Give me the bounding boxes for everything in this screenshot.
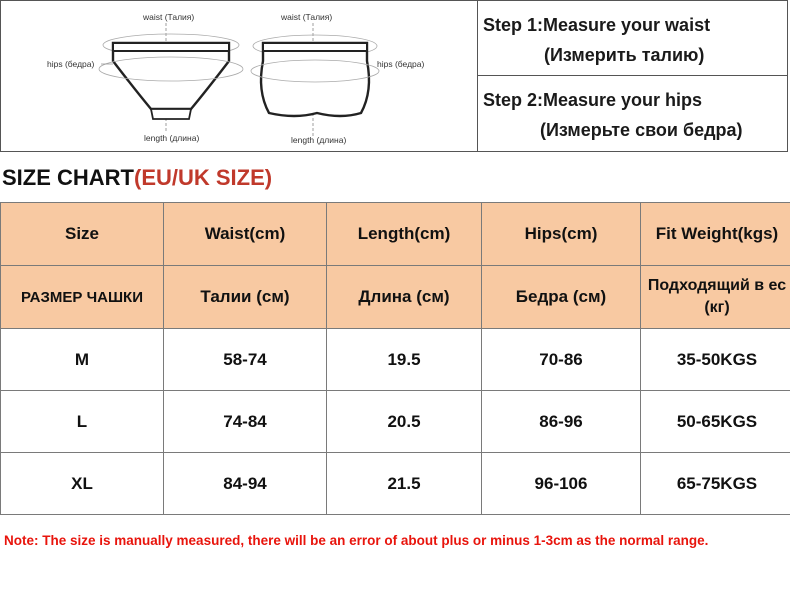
header-hips: Hips(cm) bbox=[482, 203, 641, 266]
table-row bbox=[1, 391, 790, 453]
header-fit-weight: Fit Weight(kgs) bbox=[641, 203, 790, 266]
table-header-row-en bbox=[1, 203, 790, 266]
header-size-ru: РАЗМЕР ЧАШКИ bbox=[1, 266, 164, 329]
header-length: Length(cm) bbox=[327, 203, 482, 266]
table-header-row-ru bbox=[1, 266, 790, 329]
size-cell: M bbox=[1, 329, 164, 391]
fit-weight-cell: 35-50KGS bbox=[641, 329, 790, 391]
size-chart-heading-main: SIZE CHART bbox=[2, 165, 134, 190]
size-chart-heading bbox=[2, 165, 272, 191]
hips-cell: 96-106 bbox=[482, 453, 641, 515]
measurement-steps bbox=[478, 1, 788, 151]
step-2 bbox=[478, 76, 788, 151]
fit-weight-cell: 65-75KGS bbox=[641, 453, 790, 515]
brief-waist-label: waist (Талия) bbox=[143, 12, 195, 22]
brief-diagram bbox=[47, 12, 243, 143]
length-cell: 21.5 bbox=[327, 453, 482, 515]
waist-cell: 74-84 bbox=[164, 391, 327, 453]
header-length-ru: Длина (см) bbox=[327, 266, 482, 329]
step-2-subtitle: (Измерьте свои бедра) bbox=[540, 120, 743, 140]
header-waist-ru: Талии (см) bbox=[164, 266, 327, 329]
header-fit-weight-ru: Подходящий в ес (кг) bbox=[641, 266, 790, 329]
size-cell: XL bbox=[1, 453, 164, 515]
table-row bbox=[1, 453, 790, 515]
table-row bbox=[1, 329, 790, 391]
underwear-diagrams bbox=[1, 1, 477, 151]
step-1-subtitle: (Измерить талию) bbox=[544, 45, 705, 65]
measurement-diagram bbox=[1, 1, 478, 151]
boxer-length-label: length (длина) bbox=[291, 135, 347, 145]
hips-cell: 86-96 bbox=[482, 391, 641, 453]
brief-hips-label: hips (бедра) bbox=[47, 59, 95, 69]
size-table bbox=[0, 202, 790, 515]
step-2-title: Step 2:Measure your hips bbox=[483, 90, 703, 110]
measurement-panel bbox=[0, 0, 788, 152]
boxer-diagram bbox=[251, 12, 425, 145]
step-1-title: Step 1:Measure your waist bbox=[483, 15, 711, 35]
length-cell: 19.5 bbox=[327, 329, 482, 391]
size-chart-heading-accent: (EU/UK SIZE) bbox=[134, 165, 273, 190]
brief-length-label: length (длина) bbox=[144, 133, 200, 143]
boxer-waist-label: waist (Талия) bbox=[281, 12, 333, 22]
hips-cell: 70-86 bbox=[482, 329, 641, 391]
fit-weight-cell: 50-65KGS bbox=[641, 391, 790, 453]
measurement-note: Note: The size is manually measured, there will be an error of about plus or minus 1-3cm as the normal range. bbox=[4, 533, 709, 548]
step-1 bbox=[478, 1, 788, 76]
length-cell: 20.5 bbox=[327, 391, 482, 453]
waist-cell: 84-94 bbox=[164, 453, 327, 515]
boxer-hips-label: hips (бедра) bbox=[377, 59, 425, 69]
header-waist: Waist(cm) bbox=[164, 203, 327, 266]
size-cell: L bbox=[1, 391, 164, 453]
header-hips-ru: Бедра (см) bbox=[482, 266, 641, 329]
header-size: Size bbox=[1, 203, 164, 266]
waist-cell: 58-74 bbox=[164, 329, 327, 391]
